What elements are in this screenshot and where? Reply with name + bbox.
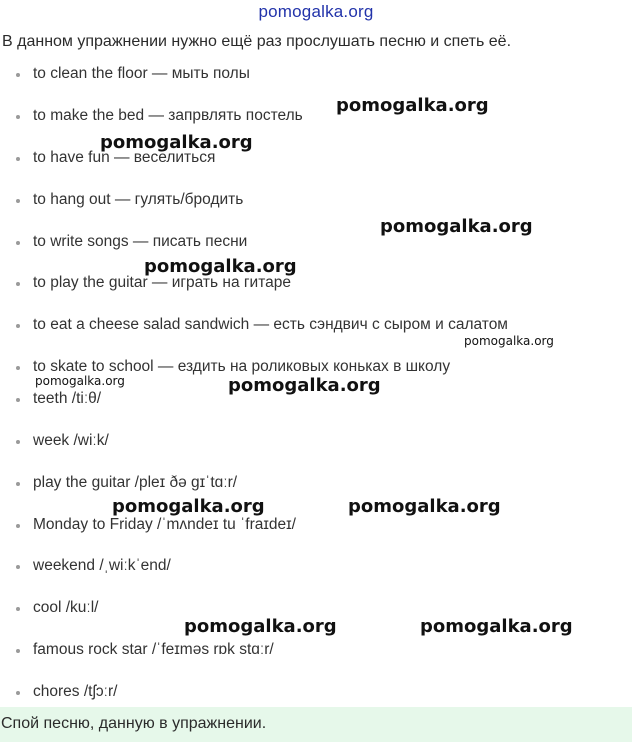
watermark: pomogalka.org xyxy=(100,132,253,153)
bullet-icon xyxy=(16,157,20,161)
watermark: pomogalka.org xyxy=(144,256,297,277)
intro-text: В данном упражнении нужно ещё раз прослушать песню и спеть её. xyxy=(2,33,512,50)
bullet-icon xyxy=(16,199,20,203)
bullet-icon xyxy=(16,649,20,653)
watermark: pomogalka.org xyxy=(348,496,501,517)
task-footer xyxy=(0,707,632,742)
watermark: pomogalka.org xyxy=(112,496,265,517)
bullet-icon xyxy=(16,565,20,569)
bullet-icon xyxy=(16,324,20,328)
watermark: pomogalka.org xyxy=(184,616,337,637)
bullet-icon xyxy=(16,241,20,245)
watermark: pomogalka.org xyxy=(336,95,489,116)
bullet-icon xyxy=(16,482,20,486)
bullet-icon xyxy=(16,440,20,444)
site-header-link[interactable]: pomogalka.org xyxy=(258,2,374,21)
bullet-icon xyxy=(16,524,20,528)
watermark: pomogalka.org xyxy=(464,334,554,348)
bullet-icon xyxy=(16,366,20,370)
watermark: pomogalka.org xyxy=(228,375,381,396)
bullet-icon xyxy=(16,607,20,611)
watermark: pomogalka.org xyxy=(380,216,533,237)
bullet-icon xyxy=(16,115,20,119)
bullet-icon xyxy=(16,73,20,77)
bullet-icon xyxy=(16,282,20,286)
bullet-icon xyxy=(16,691,20,695)
footer-text: Спой песню, данную в упражнении. xyxy=(1,715,267,732)
watermark: pomogalka.org xyxy=(35,374,125,388)
watermark: pomogalka.org xyxy=(420,616,573,637)
bullet-icon xyxy=(16,398,20,402)
